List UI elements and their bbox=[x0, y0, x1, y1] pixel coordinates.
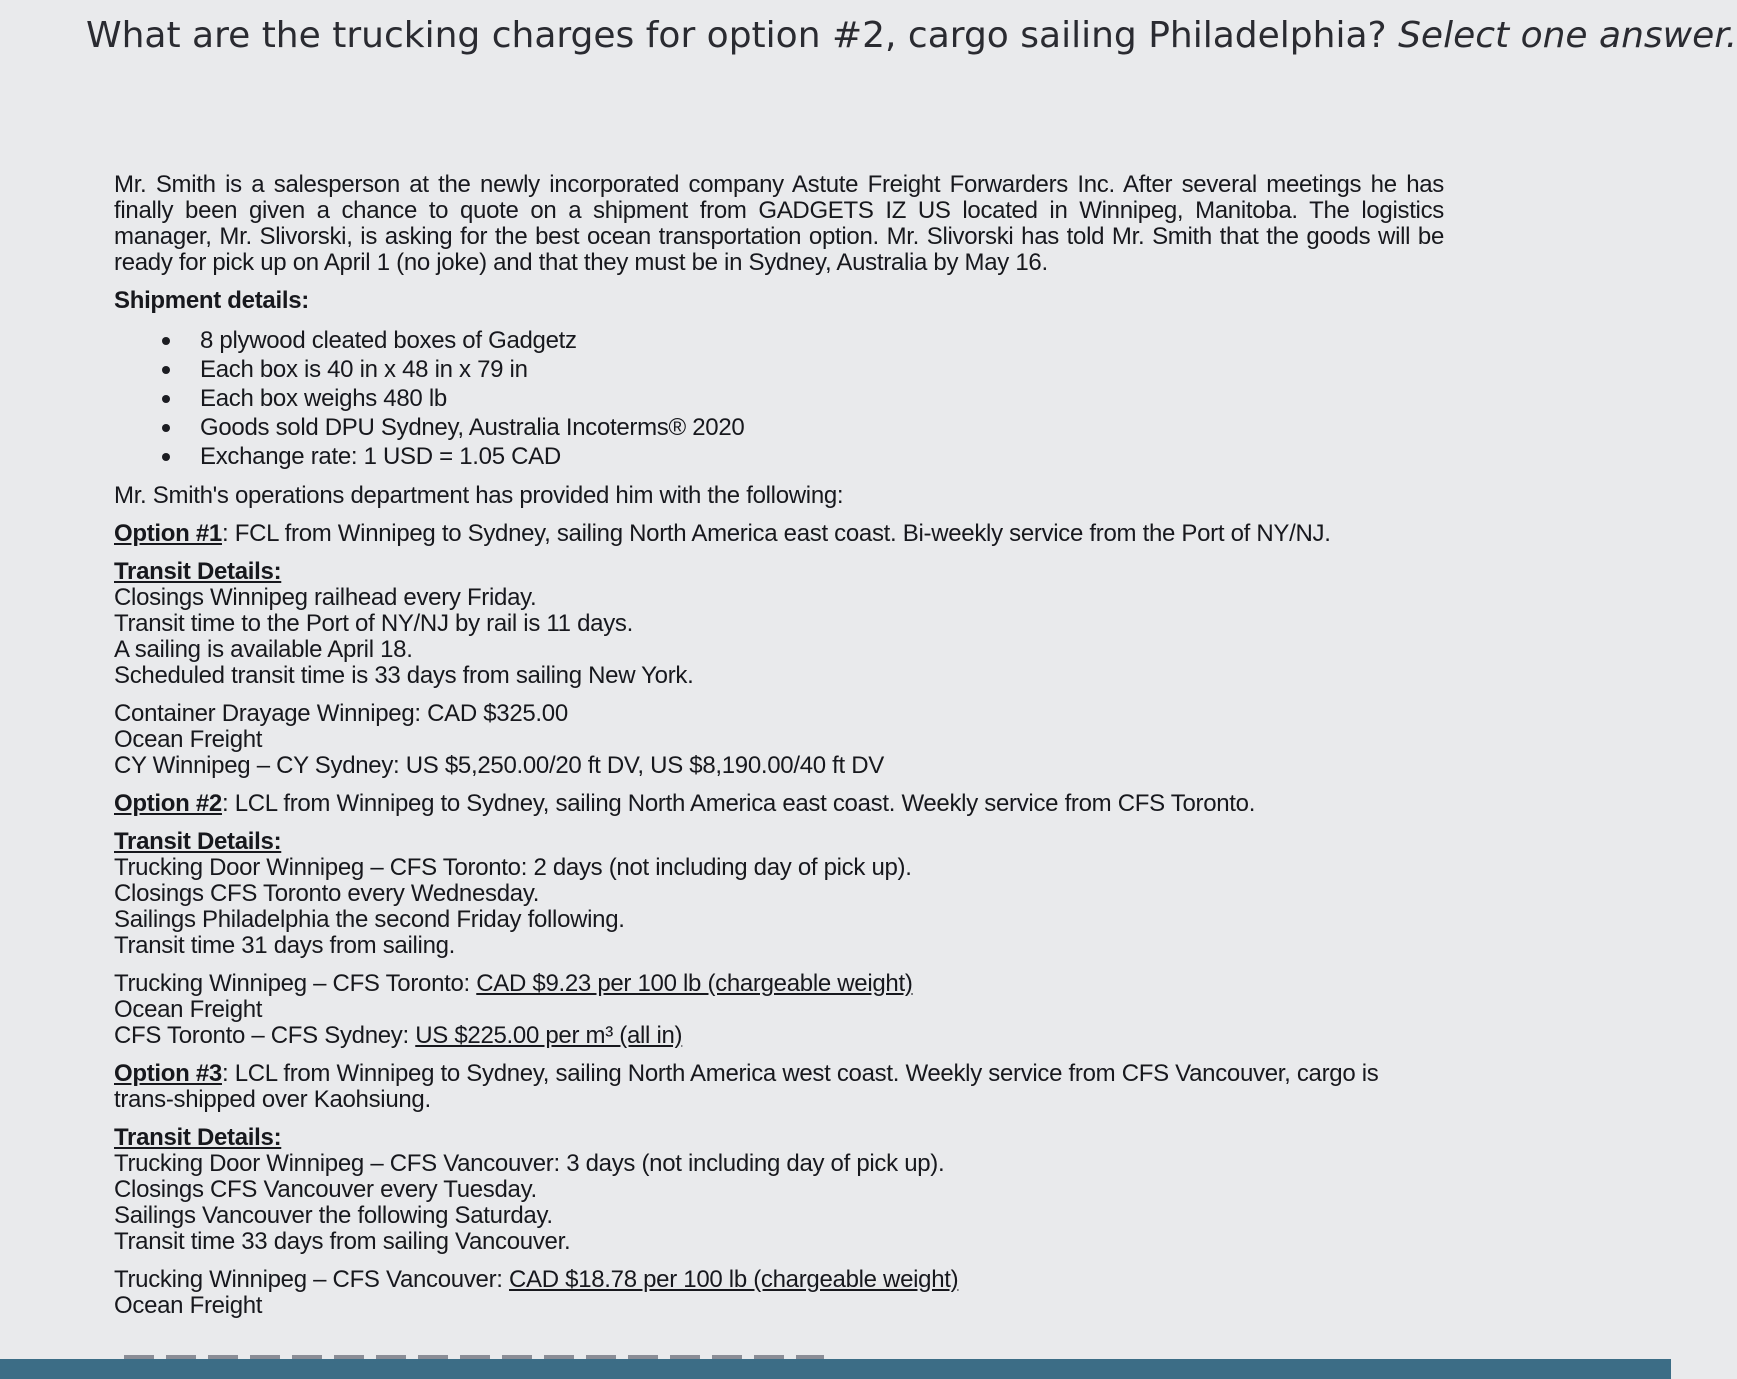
transit-line: Closings Winnipeg railhead every Friday. bbox=[114, 584, 537, 611]
transit-line: Sailings Philadelphia the second Friday following. bbox=[114, 906, 625, 933]
option-1-label: Option #1 bbox=[114, 520, 222, 547]
bullet-icon bbox=[162, 453, 170, 461]
bottom-bar bbox=[0, 1359, 1671, 1379]
option-2-transit bbox=[114, 829, 1444, 959]
trucking-charge-line: Trucking Winnipeg – CFS Vancouver: CAD $18.78 per 100 lb (chargeable weight) bbox=[114, 1266, 959, 1293]
transit-heading: Transit Details: bbox=[114, 1124, 282, 1151]
option-3-header bbox=[114, 1061, 1444, 1113]
transit-heading: Transit Details: bbox=[114, 828, 282, 855]
case-document bbox=[114, 172, 1444, 1331]
list-item: Each box is 40 in x 48 in x 79 in bbox=[114, 355, 1444, 384]
transit-line: Transit time 33 days from sailing Vancouver. bbox=[114, 1228, 571, 1255]
bullet-icon bbox=[162, 337, 170, 345]
option-2-desc: : LCL from Winnipeg to Sydney, sailing North America east coast. Weekly service from CFS Toronto. bbox=[221, 790, 1256, 817]
option-2-label: Option #2 bbox=[114, 790, 222, 817]
ops-intro: Mr. Smith's operations department has provided him with the following: bbox=[114, 482, 844, 509]
list-item: Exchange rate: 1 USD = 1.05 CAD bbox=[114, 442, 1444, 471]
ocean-freight-label: Ocean Freight bbox=[114, 1292, 263, 1319]
transit-line: Closings CFS Toronto every Wednesday. bbox=[114, 880, 540, 907]
shipment-details-list bbox=[114, 326, 1444, 471]
trucking-rate: CAD $9.23 per 100 lb (chargeable weight) bbox=[476, 970, 913, 997]
list-item: 8 plywood cleated boxes of Gadgetz bbox=[114, 326, 1444, 355]
transit-line: Sailings Vancouver the following Saturday. bbox=[114, 1202, 553, 1229]
charge-line: Container Drayage Winnipeg: CAD $325.00 bbox=[114, 700, 568, 727]
trucking-rate: CAD $18.78 per 100 lb (chargeable weight) bbox=[509, 1266, 959, 1293]
option-1-header bbox=[114, 521, 1444, 547]
option-3-desc: : LCL from Winnipeg to Sydney, sailing North America west coast. Weekly service from CFS Vancouver, cargo is trans-shipped over Kaohsiung. bbox=[114, 1060, 1379, 1113]
question-text: What are the trucking charges for option #2, cargo sailing Philadelphia? bbox=[86, 15, 1387, 56]
option-3-charges bbox=[114, 1267, 1444, 1319]
option-3-label: Option #3 bbox=[114, 1060, 222, 1087]
option-2-charges bbox=[114, 971, 1444, 1049]
ocean-freight-label: Ocean Freight bbox=[114, 996, 263, 1023]
question-hint: Select one answer. bbox=[1398, 15, 1737, 56]
transit-line: Trucking Door Winnipeg – CFS Toronto: 2 days (not including day of pick up). bbox=[114, 854, 912, 881]
transit-line: Scheduled transit time is 33 days from sailing New York. bbox=[114, 662, 694, 689]
option-1-charges bbox=[114, 701, 1444, 779]
option-1-desc: : FCL from Winnipeg to Sydney, sailing North America east coast. Bi-weekly service from the Port of NY/NJ. bbox=[221, 520, 1331, 547]
bullet-icon bbox=[162, 366, 170, 374]
option-2-header bbox=[114, 791, 1444, 817]
charge-line: CY Winnipeg – CY Sydney: US $5,250.00/20 ft DV, US $8,190.00/40 ft DV bbox=[114, 752, 885, 779]
transit-line: Trucking Door Winnipeg – CFS Vancouver: 3 days (not including day of pick up). bbox=[114, 1150, 945, 1177]
transit-line: Transit time 31 days from sailing. bbox=[114, 932, 456, 959]
transit-line: A sailing is available April 18. bbox=[114, 636, 413, 663]
transit-heading: Transit Details: bbox=[114, 558, 282, 585]
ocean-charge-line: CFS Toronto – CFS Sydney: US $225.00 per m³ (all in) bbox=[114, 1022, 683, 1049]
list-item: Goods sold DPU Sydney, Australia Incoterms® 2020 bbox=[114, 413, 1444, 442]
list-item: Each box weighs 480 lb bbox=[114, 384, 1444, 413]
transit-line: Closings CFS Vancouver every Tuesday. bbox=[114, 1176, 537, 1203]
ocean-rate: US $225.00 per m³ (all in) bbox=[415, 1022, 683, 1049]
shipment-heading: Shipment details: bbox=[114, 287, 309, 314]
charge-line: Ocean Freight bbox=[114, 726, 263, 753]
intro-paragraph: Mr. Smith is a salesperson at the newly incorporated company Astute Freight Forwarders Inc. After several meetings he has finally been given a chance to quote on a shipment from GADGETS IZ US located in Winnipeg, Manitoba. The logistics manager, Mr. Slivorski, is asking for the best ocean transportation option. Mr. Slivorski has told Mr. Smith that the goods will be ready for pick up on April 1 (no joke) and that they must be in Sydney, Australia by May 16. bbox=[114, 171, 1444, 276]
bullet-icon bbox=[162, 395, 170, 403]
transit-line: Transit time to the Port of NY/NJ by rail is 11 days. bbox=[114, 610, 633, 637]
option-1-transit bbox=[114, 559, 1444, 689]
option-3-transit bbox=[114, 1125, 1444, 1255]
question-title bbox=[86, 12, 1737, 60]
trucking-charge-line: Trucking Winnipeg – CFS Toronto: CAD $9.23 per 100 lb (chargeable weight) bbox=[114, 970, 913, 997]
bullet-icon bbox=[162, 424, 170, 432]
